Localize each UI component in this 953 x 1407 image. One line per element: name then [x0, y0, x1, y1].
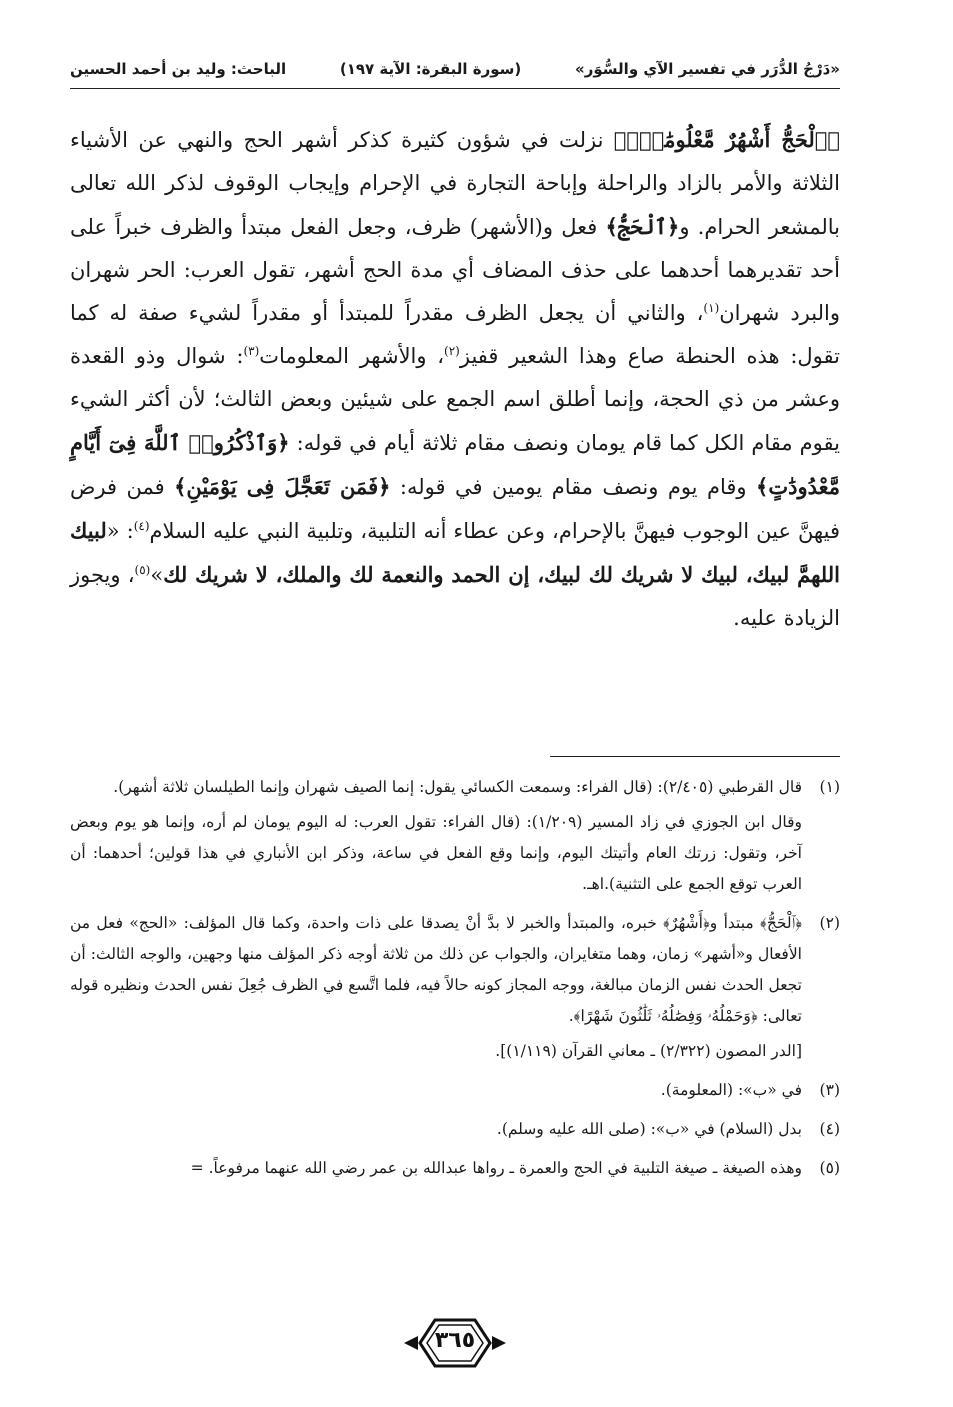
- footnote-ref[interactable]: (٥): [134, 563, 151, 577]
- footnote-ref[interactable]: (١): [703, 301, 720, 315]
- quran-verse: ﴿ٱلْحَجُّ﴾: [605, 214, 680, 239]
- hadith-quote: لبيك اللهمَّ لبيك، لبيك لا شريك لك لبيك، إن الحمد والنعمة لك والملك، لا شريك لك: [70, 518, 840, 587]
- running-header: [70, 52, 840, 86]
- footnote-text: في «ب»: (المعلومة).: [660, 1081, 802, 1099]
- footnote-ref[interactable]: (٣): [243, 344, 260, 358]
- footnote-ref[interactable]: (٢): [444, 344, 460, 358]
- text-segment: ، والثاني أن يجعل الظرف مقدراً للمبتدأ أو مقدراً لشيء صفة له كما تقول: هذه الحنطة صاع وهذا الشعير قفيز: [70, 301, 840, 368]
- footnote-text: قال القرطبي (٢/٤٠٥): (قال الفراء: وسمعت الكسائي يقول: إنما الصيف شهران وإنما الطيلسان ثلاثة أشهر).: [113, 778, 802, 796]
- text-segment: ، والأشهر المعلومات: [259, 344, 445, 368]
- footnote-1: [70, 772, 840, 904]
- footnote-number: (٥): [819, 1159, 840, 1177]
- footnote-text: وقال ابن الجوزي في زاد المسير (١/٢٠٩): (قال الفراء: تقول العرب: له اليوم يومان لم أره، وإنما هو يوم وبعض آخر، وتقول: زرتك العام وأتيتك اليوم، وإنما وقع الفعل في ساعة، وذكر ابن الأنباري في هذا قولين؛ أحدهما: أن العرب توقع الجمع على التثنية).اهـ.: [70, 813, 802, 893]
- footnote-5: [70, 1153, 840, 1188]
- footnote-text: بدل (السلام) في «ب»: (صلى الله عليه وسلم).: [496, 1120, 802, 1138]
- page-number: ٣٦٥: [434, 1328, 476, 1353]
- quran-verse: ﴿وَٱذْكُرُوا۟ ٱللَّهَ فِىٓ أَيَّامٍ مَّعْدُودَٰتٍ﴾: [70, 430, 841, 499]
- footnote-text: وهذه الصيغة ـ صيغة التلبية في الحج والعمرة ـ رواها عبدالله بن عمر رضي الله عنهما مرفوعاً. =: [190, 1159, 802, 1177]
- header-surah-ref: (سورة البقرة: الآية ١٩٧): [339, 60, 522, 78]
- main-text: [70, 118, 840, 640]
- footnote-body: [70, 908, 802, 1071]
- main-paragraph: [70, 118, 840, 640]
- footnote-number: (٣): [819, 1081, 840, 1099]
- footnotes-section: [70, 772, 840, 1192]
- header-researcher: الباحث: وليد بن أحمد الحسين: [70, 60, 287, 78]
- footnote-body: [70, 1075, 802, 1110]
- footnote-body: [70, 1114, 802, 1149]
- text-segment: : «: [106, 519, 134, 543]
- header-book-title: «دَرْجُ الدُّرَر في تفسير الآي والسُّوَر»: [575, 60, 840, 78]
- footnote-divider: [550, 756, 840, 757]
- footnote-text: [الدر المصون (٢/٣٢٢) ـ معاني القرآن (١/١١٩)].: [495, 1042, 802, 1060]
- text-segment: وقام يوم ونصف مقام يومين في قوله:: [390, 475, 757, 499]
- page: [70, 52, 840, 1372]
- page-number-ornament: [400, 1314, 510, 1372]
- quran-verse: ﴿ٱلْحَجُّ أَشْهُرٌ مَّعْلُومَٰتٌۚ﴾: [613, 127, 840, 152]
- text-segment: فعل و(الأشهر) ظرف، وجعل الفعل مبتدأ والظرف خبراً على أحد تقديرهما أحدهما على حذف المضاف أي مدة الحج أشهر، تقول العرب: الحر شهران والبرد شهران: [70, 215, 840, 325]
- footnote-3: [70, 1075, 840, 1110]
- footnote-body: [70, 772, 802, 904]
- text-segment: نزلت في شؤون كثيرة كذكر أشهر الحج والنهي عن الأشياء الثلاثة والأمر بالزاد والراحلة وإباحة التجارة في الإحرام وإيجاب الوقوف لذكر الله تعالى بالمشعر الحرام. و: [70, 128, 840, 239]
- quran-verse: ﴿فَمَن تَعَجَّلَ فِى يَوْمَيْنِ﴾: [174, 474, 391, 499]
- text-segment: »: [150, 563, 164, 587]
- text-segment: ، ويجوز الزيادة عليه.: [70, 563, 840, 630]
- footnote-2: [70, 908, 840, 1071]
- footnote-number: (٢): [819, 914, 840, 932]
- text-segment: فمن فرض فيهنَّ عين الوجوب فيهنَّ بالإحرام، وعن عطاء أنه التلبية، وتلبية النبي عليه السلام: [70, 475, 840, 543]
- text-segment: : شوال وذو القعدة وعشر من ذي الحجة، وإنما أطلق اسم الجمع على شيئين وبعض الثالث؛ لأن أكثر الشيء يقوم مقام الكل كما قام يومان ونصف مقام ثلاثة أيام في قوله:: [70, 344, 840, 455]
- footnote-number: (١): [819, 778, 840, 796]
- footnote-body: [70, 1153, 802, 1188]
- footnote-4: [70, 1114, 840, 1149]
- footnote-number: (٤): [819, 1120, 840, 1138]
- footnote-ref[interactable]: (٤): [133, 519, 150, 533]
- header-divider: [70, 88, 840, 89]
- footnote-text: ﴿ٱلْحَجُّ﴾ مبتدأ و﴿أَشْهُرٌ﴾ خبره، والمبتدأ والخبر لا بدَّ أنْ يصدقا على ذات واحدة، وكما قال المؤلف: «الحج» فعل من الأفعال و«أشهر» زمان، وهما متغايران، والجواب عن ذلك من ثلاثة أوجه ذكر المؤلف منها وجهين، والوجه الثالث: أن تجعل الحدث نفس الزمان مبالغة، ووجه المجاز كونه حالاً فيه، فلما اتَّسع في الظرف جُعِلَ نفس الحدث ونظيره قوله تعالى: ﴿وَحَمْلُهُۥ وَفِصَٰلُهُۥ ثَلَٰثُونَ شَهْرًا﴾.: [70, 914, 802, 1025]
